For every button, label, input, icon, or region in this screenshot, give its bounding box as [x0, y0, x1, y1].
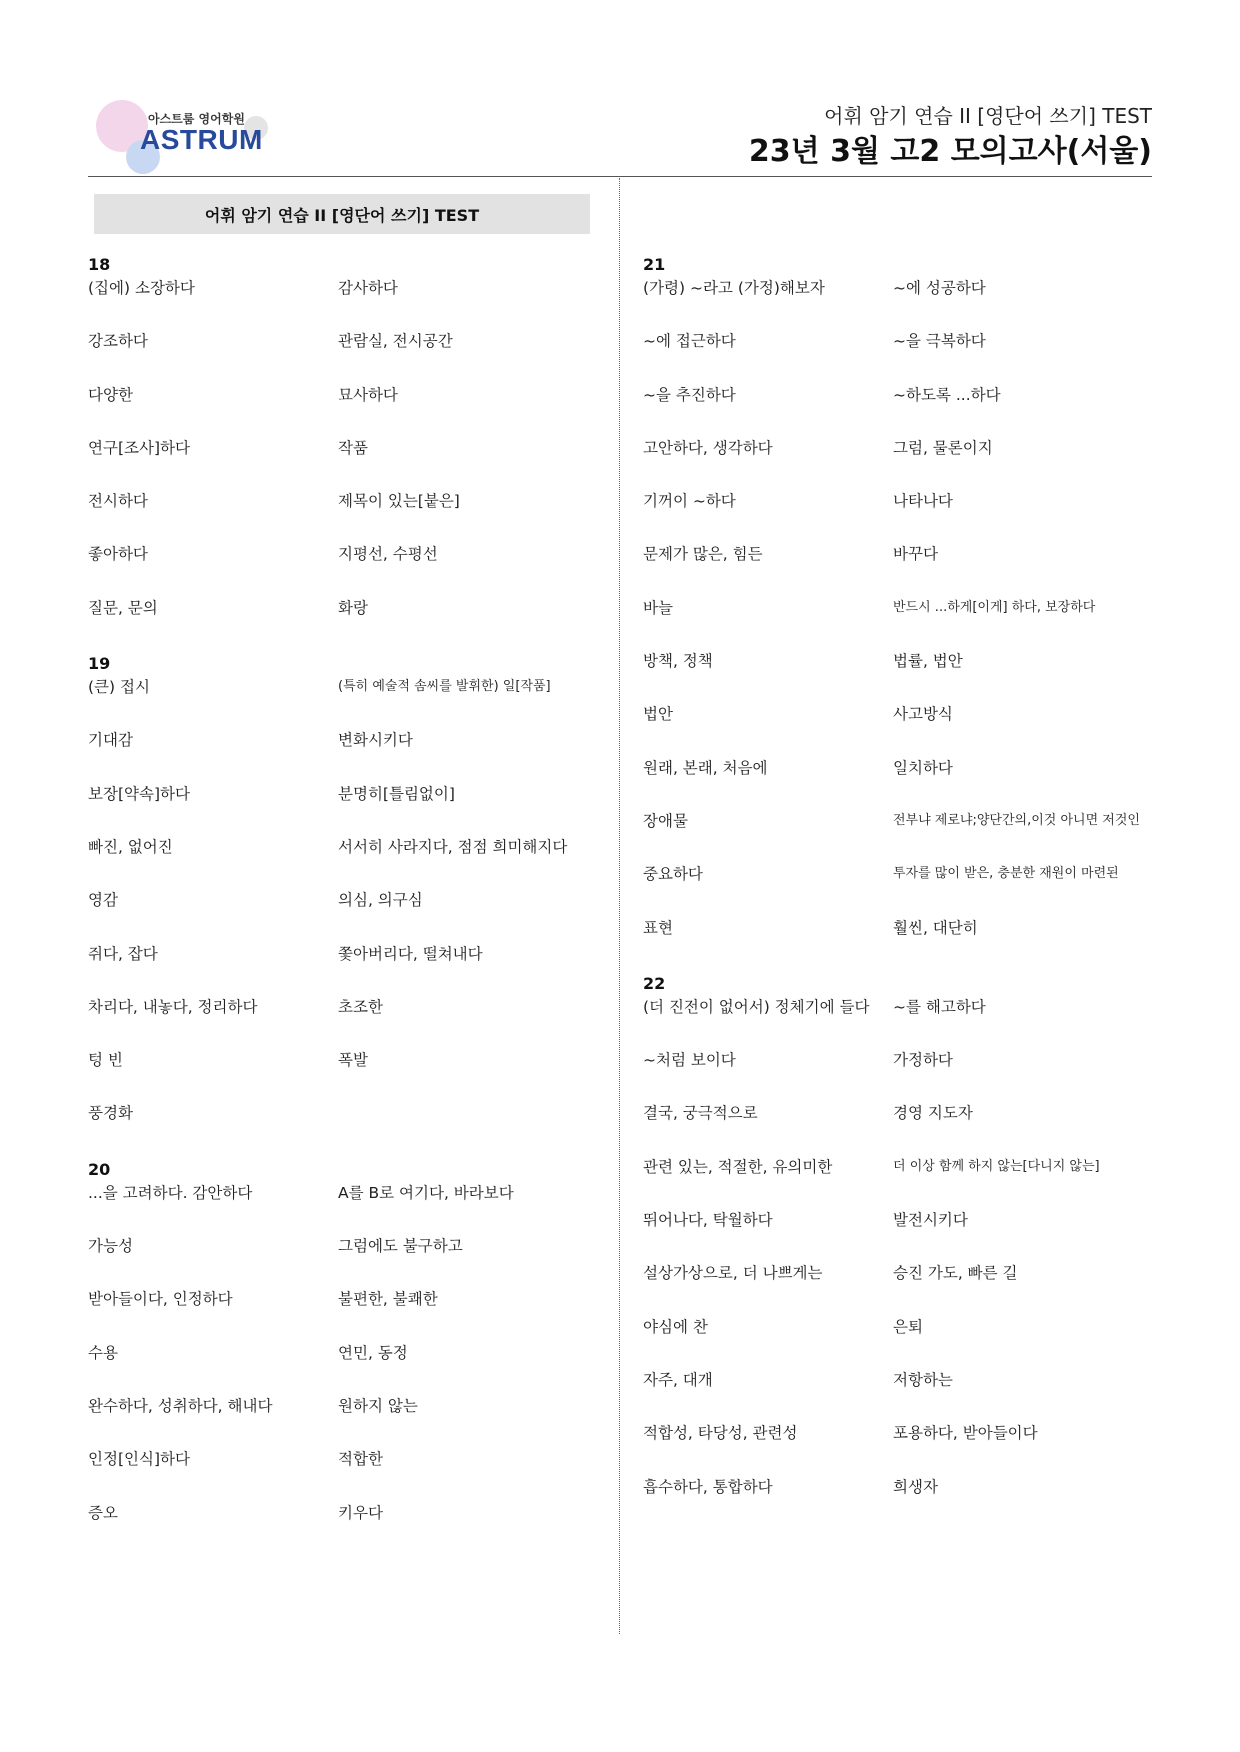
vocab-meaning: 변화시키다	[338, 731, 413, 750]
vocab-meaning: 일치하다	[893, 758, 953, 777]
vocab-meaning: 다양한	[88, 385, 133, 404]
vocab-meaning: 증오	[88, 1503, 118, 1522]
vocab-meaning: 반드시 ...하게[이게] 하다, 보장하다	[893, 599, 1096, 615]
vocab-meaning: 텅 빈	[88, 1051, 123, 1070]
vocab-meaning: 제목이 있는[붙은]	[338, 492, 460, 511]
vocab-meaning: 차리다, 내놓다, 정리하다	[88, 997, 258, 1016]
vocab-row	[643, 918, 1143, 971]
vocab-meaning: 기꺼이 ~하다	[643, 492, 736, 511]
vocab-meaning: 법률, 법안	[893, 652, 963, 671]
vocab-meaning: 적합성, 타당성, 관련성	[643, 1424, 798, 1443]
vocab-row	[88, 544, 588, 597]
vocab-row	[643, 1423, 1143, 1476]
vocab-meaning: 경영 지도자	[893, 1104, 973, 1123]
logo-academy-name: 아스트룸 영어학원	[148, 112, 245, 126]
vocab-meaning: 포용하다, 받아들이다	[893, 1424, 1038, 1443]
vocab-row	[643, 1210, 1143, 1263]
vocab-row	[643, 1103, 1143, 1156]
vocab-meaning: 희생자	[893, 1477, 938, 1496]
question-number: 19	[88, 654, 111, 674]
vocab-meaning: 자주, 대개	[643, 1370, 713, 1389]
vocab-meaning: 묘사하다	[338, 385, 398, 404]
vocab-meaning: (특히 예술적 솜씨를 발휘한) 일[작품]	[338, 679, 551, 695]
vocab-meaning: (더 진전이 없어서) 정체기에 들다	[643, 997, 870, 1016]
vocab-meaning: (가령) ~라고 (가정)해보자	[643, 279, 825, 297]
vocab-row	[643, 491, 1143, 544]
vocab-meaning: 관람실, 전시공간	[338, 332, 453, 351]
vocab-meaning: ~에 접근하다	[643, 332, 736, 351]
vocab-meaning: ~처럼 보이다	[643, 1051, 736, 1070]
vocab-row	[643, 1317, 1143, 1370]
vocab-row	[88, 1289, 588, 1342]
vocab-meaning: 저항하는	[893, 1370, 953, 1389]
header-subtitle: 어휘 암기 연습 II [영단어 쓰기] TEST	[824, 104, 1152, 128]
vocab-meaning: 좋아하다	[88, 545, 148, 564]
vocab-row	[643, 1370, 1143, 1423]
vocab-meaning: 쥐다, 잡다	[88, 944, 158, 963]
academy-logo	[96, 96, 286, 176]
vocab-row	[88, 997, 588, 1050]
vocab-meaning: ...을 고려하다. 감안하다	[88, 1183, 253, 1202]
vocab-meaning: 전부냐 제로냐;양단간의,이것 아니면 저것인	[893, 812, 1140, 828]
vocab-meaning: 방책, 정책	[643, 652, 713, 671]
vocab-row	[88, 1449, 588, 1502]
vocab-row	[88, 837, 588, 890]
vocab-meaning: 풍경화	[88, 1104, 133, 1123]
vocab-meaning: 설상가상으로, 더 나쁘게는	[643, 1264, 823, 1283]
vocab-row	[88, 385, 588, 438]
vocab-meaning: 가능성	[88, 1237, 133, 1256]
vocab-meaning: 사고방식	[893, 705, 953, 724]
vocab-meaning: 초조한	[338, 997, 383, 1016]
vocab-meaning: 적합한	[338, 1450, 383, 1469]
vocab-meaning: 투자를 많이 받은, 충분한 재원이 마련된	[893, 866, 1119, 882]
vocab-meaning: 관련 있는, 적절한, 유의미한	[643, 1157, 833, 1176]
vocab-meaning: (큰) 접시	[88, 678, 150, 697]
vocab-meaning: ~을 추진하다	[643, 385, 736, 404]
vocab-meaning: 작품	[338, 438, 368, 457]
vocab-row	[88, 1183, 588, 1236]
question-number: 20	[88, 1159, 111, 1179]
vocab-row	[643, 544, 1143, 597]
vocab-row	[88, 944, 588, 997]
vocab-meaning: ~를 해고하다	[893, 997, 986, 1016]
vocab-meaning: 원하지 않는	[338, 1396, 418, 1415]
vocab-meaning: 장애물	[643, 811, 688, 830]
vocab-row	[88, 278, 588, 331]
vocab-meaning: 가정하다	[893, 1051, 953, 1070]
vocab-row	[643, 331, 1143, 384]
vocab-meaning: 야심에 찬	[643, 1317, 708, 1336]
vocab-meaning: 표현	[643, 918, 673, 937]
vocab-meaning: 빠진, 없어진	[88, 837, 173, 856]
section-title-band	[94, 194, 590, 234]
vocab-meaning: 질문, 문의	[88, 598, 158, 617]
vocab-row	[88, 1050, 588, 1103]
vocab-row	[643, 704, 1143, 757]
vocab-row	[88, 1103, 588, 1156]
vocab-row	[88, 1236, 588, 1289]
vocab-row	[643, 651, 1143, 704]
left-column	[88, 252, 588, 1556]
vocab-meaning: 지평선, 수평선	[338, 545, 438, 564]
vocab-meaning: 훨씬, 대단히	[893, 918, 978, 937]
vocab-row	[88, 784, 588, 837]
vocab-row	[88, 677, 588, 730]
vocab-row	[643, 864, 1143, 917]
vocab-meaning: 쫓아버리다, 떨쳐내다	[338, 944, 483, 963]
vocab-meaning: 은퇴	[893, 1317, 923, 1336]
vocab-meaning: ~을 극복하다	[893, 332, 986, 351]
vocab-meaning: 강조하다	[88, 332, 148, 351]
vocab-meaning: 분명히[틀림없이]	[338, 784, 455, 803]
vocab-meaning: 법안	[643, 705, 673, 724]
vocab-meaning: 완수하다, 성취하다, 해내다	[88, 1396, 273, 1415]
right-column	[643, 252, 1143, 1530]
vocab-meaning: 뛰어나다, 탁월하다	[643, 1211, 773, 1230]
vocab-meaning: 불편한, 불쾌한	[338, 1290, 438, 1309]
vocab-meaning: 나타나다	[893, 492, 953, 511]
vocab-meaning: 전시하다	[88, 492, 148, 511]
vocab-meaning: 받아들이다, 인정하다	[88, 1290, 233, 1309]
vocab-meaning: 흡수하다, 통합하다	[643, 1477, 773, 1496]
vocab-row	[643, 997, 1143, 1050]
vocab-row	[643, 1050, 1143, 1103]
vocab-row	[88, 438, 588, 491]
vocab-row	[88, 1343, 588, 1396]
vocab-meaning: 그럼에도 불구하고	[338, 1237, 463, 1256]
vocab-meaning: 원래, 본래, 처음에	[643, 758, 768, 777]
vocab-meaning: A를 B로 여기다, 바라보다	[338, 1183, 514, 1202]
vocab-meaning: 연구[조사]하다	[88, 438, 190, 457]
vocab-row	[88, 730, 588, 783]
vocab-meaning: 바꾸다	[893, 545, 938, 564]
vocab-meaning: 영감	[88, 891, 118, 910]
vocab-meaning: 더 이상 함께 하지 않는[다니지 않는]	[893, 1158, 1100, 1174]
vocab-row	[643, 758, 1143, 811]
vocab-meaning: 폭발	[338, 1051, 368, 1070]
vocab-row	[643, 438, 1143, 491]
question-number: 18	[88, 255, 111, 274]
header-divider	[88, 176, 1152, 177]
vocab-row	[643, 278, 1143, 331]
vocab-row	[643, 1157, 1143, 1210]
vocab-row	[643, 1477, 1143, 1530]
vocab-row	[88, 1503, 588, 1556]
vocab-meaning: 감사하다	[338, 279, 398, 297]
vocab-meaning: 중요하다	[643, 865, 703, 884]
vocab-meaning: 고안하다, 생각하다	[643, 438, 773, 457]
vocab-meaning: 수용	[88, 1343, 118, 1362]
vocab-meaning: 연민, 동정	[338, 1343, 408, 1362]
vocab-meaning: 기대감	[88, 731, 133, 750]
vocab-row	[643, 811, 1143, 864]
vocab-meaning: 승진 가도, 빠른 길	[893, 1264, 1018, 1283]
vocab-meaning: (집에) 소장하다	[88, 279, 195, 297]
vocab-row	[643, 1263, 1143, 1316]
question-number: 21	[643, 255, 666, 274]
section-title: 어휘 암기 연습 II [영단어 쓰기] TEST	[204, 205, 480, 225]
vocab-meaning: ~하도록 ...하다	[893, 385, 1001, 404]
logo-brand: ASTRUM	[140, 124, 263, 155]
vocab-row	[88, 598, 588, 651]
vocab-meaning: 발전시키다	[893, 1211, 968, 1230]
question-number: 22	[643, 973, 666, 993]
vocab-meaning: 바늘	[643, 598, 673, 617]
vocab-meaning: 결국, 궁극적으로	[643, 1104, 758, 1123]
vocab-meaning: 화랑	[338, 598, 368, 617]
vocab-meaning: 서서히 사라지다, 점점 희미해지다	[338, 837, 568, 856]
vocab-row	[88, 331, 588, 384]
vocab-row	[643, 598, 1143, 651]
vocab-meaning: 문제가 많은, 힘든	[643, 545, 763, 564]
vocab-row	[88, 1396, 588, 1449]
vocab-meaning: 키우다	[338, 1503, 383, 1522]
vocab-row	[643, 385, 1143, 438]
vocab-meaning: 보장[약속]하다	[88, 784, 190, 803]
column-divider	[619, 178, 620, 1634]
vocab-meaning: 인정[인식]하다	[88, 1450, 190, 1469]
vocab-row	[88, 890, 588, 943]
page-title: 23년 3월 고2 모의고사(서울)	[748, 134, 1152, 169]
vocab-meaning: 그럼, 물론이지	[893, 438, 993, 457]
vocab-meaning: 의심, 의구심	[338, 891, 423, 910]
vocab-meaning: ~에 성공하다	[893, 279, 986, 297]
vocab-row	[88, 491, 588, 544]
